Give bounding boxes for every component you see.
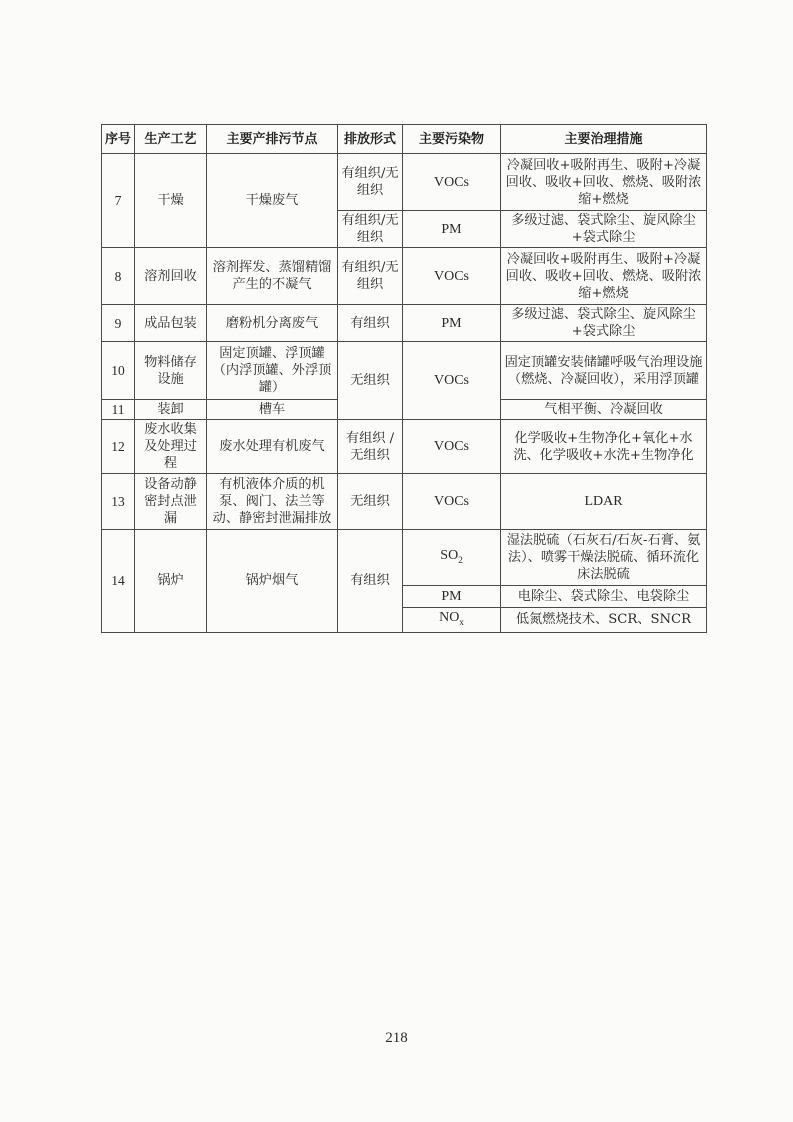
row-measure: 电除尘、袋式除尘、电袋除尘 (501, 586, 707, 608)
row-node: 磨粉机分离废气 (207, 305, 338, 342)
table-row (102, 248, 707, 305)
table-row (102, 154, 707, 211)
row-measure: 多级过滤、袋式除尘、旋风除尘+袋式除尘 (501, 211, 707, 248)
row-measure: 湿法脱硫（石灰石/石灰-石膏、氨法）、喷雾干燥法脱硫、循环流化床法脱硫 (501, 530, 707, 586)
row-measure: 多级过滤、袋式除尘、旋风除尘+袋式除尘 (501, 305, 707, 342)
header-node: 主要产排污节点 (207, 125, 338, 154)
row-no: 13 (102, 474, 135, 530)
row-pollutant: VOCs (403, 342, 501, 420)
row-process: 装卸 (135, 400, 207, 420)
pollutant-subscript: x (459, 616, 464, 627)
row-no: 10 (102, 342, 135, 400)
row-measure: 冷凝回收+吸附再生、吸附+冷凝回收、吸收+回收、燃烧、吸附浓缩+燃烧 (501, 154, 707, 211)
row-node: 固定顶罐、浮顶罐（内浮顶罐、外浮顶罐） (207, 342, 338, 400)
pollutant-subscript: 2 (458, 554, 463, 565)
row-form: 无组织 (338, 474, 403, 530)
row-measure: 冷凝回收+吸附再生、吸附+冷凝回收、吸收+回收、燃烧、吸附浓缩+燃烧 (501, 248, 707, 305)
page-number: 218 (385, 1030, 408, 1046)
pollutant-base: NO (439, 610, 460, 625)
row-no: 11 (102, 400, 135, 420)
row-measure: 低氮燃烧技术、SCR、SNCR (501, 608, 707, 633)
row-pollutant: PM (403, 211, 501, 248)
row-form: 有组织 (338, 530, 403, 633)
row-pollutant: VOCs (403, 420, 501, 474)
row-pollutant: VOCs (403, 474, 501, 530)
table-row (102, 420, 707, 474)
header-measure: 主要治理措施 (501, 125, 707, 154)
row-no: 7 (102, 154, 135, 248)
table-row (102, 305, 707, 342)
row-no: 12 (102, 420, 135, 474)
row-node: 溶剂挥发、蒸馏精馏产生的不凝气 (207, 248, 338, 305)
table-row (102, 342, 707, 400)
row-no: 14 (102, 530, 135, 633)
row-no: 8 (102, 248, 135, 305)
emission-table (101, 124, 707, 633)
header-pollutant: 主要污染物 (403, 125, 501, 154)
row-measure: LDAR (501, 474, 707, 530)
row-pollutant: PM (403, 305, 501, 342)
row-no: 9 (102, 305, 135, 342)
table-row (102, 474, 707, 530)
row-node: 有机液体介质的机泵、阀门、法兰等动、静密封泄漏排放 (207, 474, 338, 530)
row-pollutant (403, 530, 501, 586)
row-process: 物料储存设施 (135, 342, 207, 400)
row-pollutant: VOCs (403, 154, 501, 211)
table-header-row (102, 125, 707, 154)
row-process: 成品包装 (135, 305, 207, 342)
header-form: 排放形式 (338, 125, 403, 154)
pollutant-base: SO (440, 547, 459, 563)
row-measure: 气相平衡、冷凝回收 (501, 400, 707, 420)
row-form: 无组织 (338, 342, 403, 420)
row-form: 有组织 (338, 305, 403, 342)
row-pollutant (403, 608, 501, 633)
row-measure: 化学吸收+生物净化+氧化+水洗、化学吸收+水洗+生物净化 (501, 420, 707, 474)
row-process: 设备动静密封点泄漏 (135, 474, 207, 530)
header-process: 生产工艺 (135, 125, 207, 154)
row-form: 有组织/无组织 (338, 211, 403, 248)
row-node: 锅炉烟气 (207, 530, 338, 633)
table-row (102, 530, 707, 586)
row-node: 槽车 (207, 400, 338, 420)
row-process: 溶剂回收 (135, 248, 207, 305)
row-form: 有组织/无组织 (338, 154, 403, 211)
row-pollutant: VOCs (403, 248, 501, 305)
row-node: 干燥废气 (207, 154, 338, 248)
row-form: 有组织 / 无组织 (338, 420, 403, 474)
row-form: 有组织/无组织 (338, 248, 403, 305)
row-measure: 固定顶罐安装储罐呼吸气治理设施（燃烧、冷凝回收），采用浮顶罐 (501, 342, 707, 400)
row-process: 干燥 (135, 154, 207, 248)
row-node: 废水处理有机废气 (207, 420, 338, 474)
header-no: 序号 (102, 125, 135, 154)
row-process: 锅炉 (135, 530, 207, 633)
row-pollutant: PM (403, 586, 501, 608)
row-process: 废水收集及处理过程 (135, 420, 207, 474)
